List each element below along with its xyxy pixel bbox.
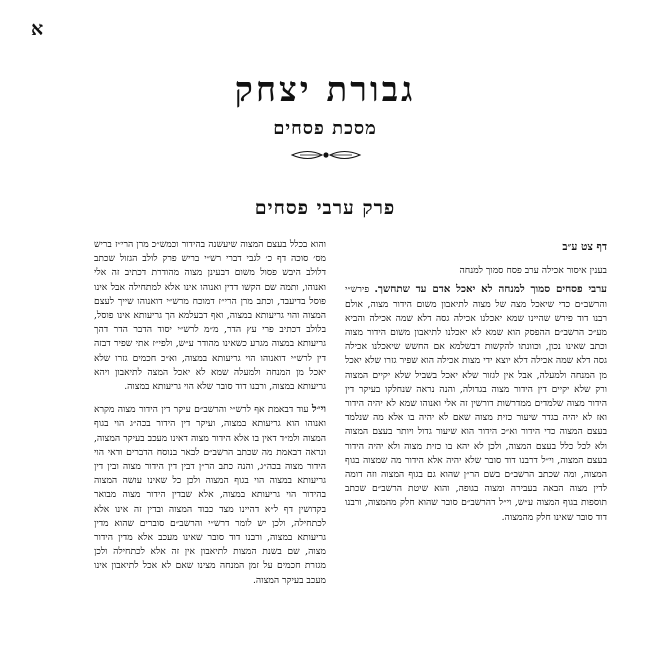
page-number: א bbox=[31, 18, 44, 40]
tractate-title: מסכת פסחים bbox=[273, 118, 377, 139]
right-column-body: פירש״י והרשב״ם כדי שיאכל מצה של מצוה לתיאבון משום הידור מצוה, אולם רבנו דוד פירש שהיינו שמא יאכלנו אכילה גסה דלא שמה אכילה והביא מע״כ הרשב״ם ההפסק הוא שמא לא יאכלנו לתיאבון משום הידור מצוה וכתב שאינו נכון, וכוונתו להקשות דבשלמא אם החשש שיאכלנו אכילה גסה דלא שמה אכילה דלא יוצא ידי מצות אכילה הוא שפיר גזרו שלא יאכל מן המנחה ולמעלה, אבל אין לגזור שלא יאכל בשביל שלא יקיים המצוה ורק שלא יקיים דין הידור מצוה בגדולה, והנה נראה שנחלקו בעיקר דין הידור מצוה שלמדים ממדרשות דורשין זה אלי ואנוהו שמא לא יהיה הידור ואז לא יהיה בגדר שיעור כזית מצוה שאם לא יהיה בו אלא מה שנלמד בעצם המצוה כדי הידור וא״כ הידור הוא שיעור גדול ויותר בעצם המצוה ולא לכל כלל בעצם המצוה, ולכן לא יהא בו כזית מצוה ולא יהיה הידור בעצם המצוה, וי״ל דרבנו דוד סובר שלא יהיה אלא הידור מה שמצוה בגוף המצוה, ומה שכתב הרשב״ם בשם הר״ן שהוא גם בגוף המצוה וזה דומה לדין מצוה הבאה בעבירה ומצוה בגופה, והוא שיטת הרשב״ם שכתב תוספות בגוף המצוה ע״ש, וי״ל דהרשב״ם סובר שהוא חלק מהמצוה, ורבנו דוד סובר שאינו חלק מהמצוה. bbox=[345, 284, 607, 523]
left-column bbox=[94, 238, 326, 588]
chapter-title: פרק ערבי פסחים bbox=[254, 197, 396, 219]
ornament-divider-icon bbox=[290, 147, 362, 163]
dibur-hamatchil-2: וי״ל bbox=[311, 403, 326, 416]
right-column bbox=[345, 238, 607, 525]
book-title: גבורת יצחק bbox=[234, 70, 416, 110]
dibur-hamatchil: ערבי פסחים סמוך למנחה לא יאכל אדם עד שתחשך. bbox=[374, 283, 608, 296]
topic-heading: בענין איסור אכילה ערב פסח סמוך למנחה bbox=[459, 265, 607, 277]
left-column-paragraph-1: והוא בכלל בעצם המצוה שיעשנה בהידור וכמש״כ מרן הרי״ז בריש מס׳ סוכה דף כ׳ לגבי דברי רש״י בריש פרק לולב הגזול שכתב דלולב היבש פסול משום דבעינן מצוה מהודרת דכתיב זה אלי ואנוהו, ותמה שם הקשו דדין ואנוהו אינו אלא למתחילה אבל אינו פוסל בדיעבד, וכתב מרן הרי״ז דמוכח מרש״י דואנוהו שייך לעצם המצוה והוי גריעותא במצוה, ואף דבעלמא הך גריעותא אינו פוסל, בלולב דכתיב פרי עץ הדר, מ״מ לרש״י יסוד הדבר הדר דהך גריעותא במצוה מגרע כשאינו מהודר ע״ש, ולפי״ז אתי שפיר דבזה דין לרש״י דואנוהו הוי גריעותא במצוה, וא״כ חכמים גזרו שלא יאכל מן המנחה ולמעלה שמא לא יאכל המצה לתיאבון ויהא גריעותא במצוה, ורבנו דוד סובר שלא הוי גריעותא במצוה. bbox=[94, 239, 326, 393]
left-column-paragraph-2: עוד דבאמת אף לרש״י והרשב״ם עיקר דין הידור מצוה מקרא ואנוהו הוא גריעותא במצוה, ועיקר דין הידור בכה״ג הוי בגוף המצוה ולמ״ד דאין בו אלא הידור מצוה דאינו מעכב בעיקר המצוה, ונראה דבאמת מה שכתב הרשב״ם לבאר בנוסח הדברים ודאי הוי הידור מצוה בכה״ג, והנה כתב הר״ן דבין דין הידור מצוה ובין דין גריעותא במצוה הוי בגוף המצוה ולכן כל שאינו עושה המצוה בהידור הוי גריעותא במצוה, אלא שבדין הידור מצוה מבואר בקדושין דף ל״א דהיינו מצד כבוד המצוה ובדין זה אינו אלא לכתחילה, ולכן יש לומר דרש״י והרשב״ם סוברים שהוא מדין גריעותא במצוה, ורבנו דוד סובר שאינו מעכב אלא מדין הידור מצוה, שם בשנת המצות לתיאבון אין זה אלא לכתחילה ולכן מגזרת חכמים על זמן המנחה מצינו שאם לא אכל לתיאבון אינו מעכב בעיקר המצוה. bbox=[94, 404, 326, 586]
daf-heading: דף צט ע״ב bbox=[562, 241, 607, 253]
